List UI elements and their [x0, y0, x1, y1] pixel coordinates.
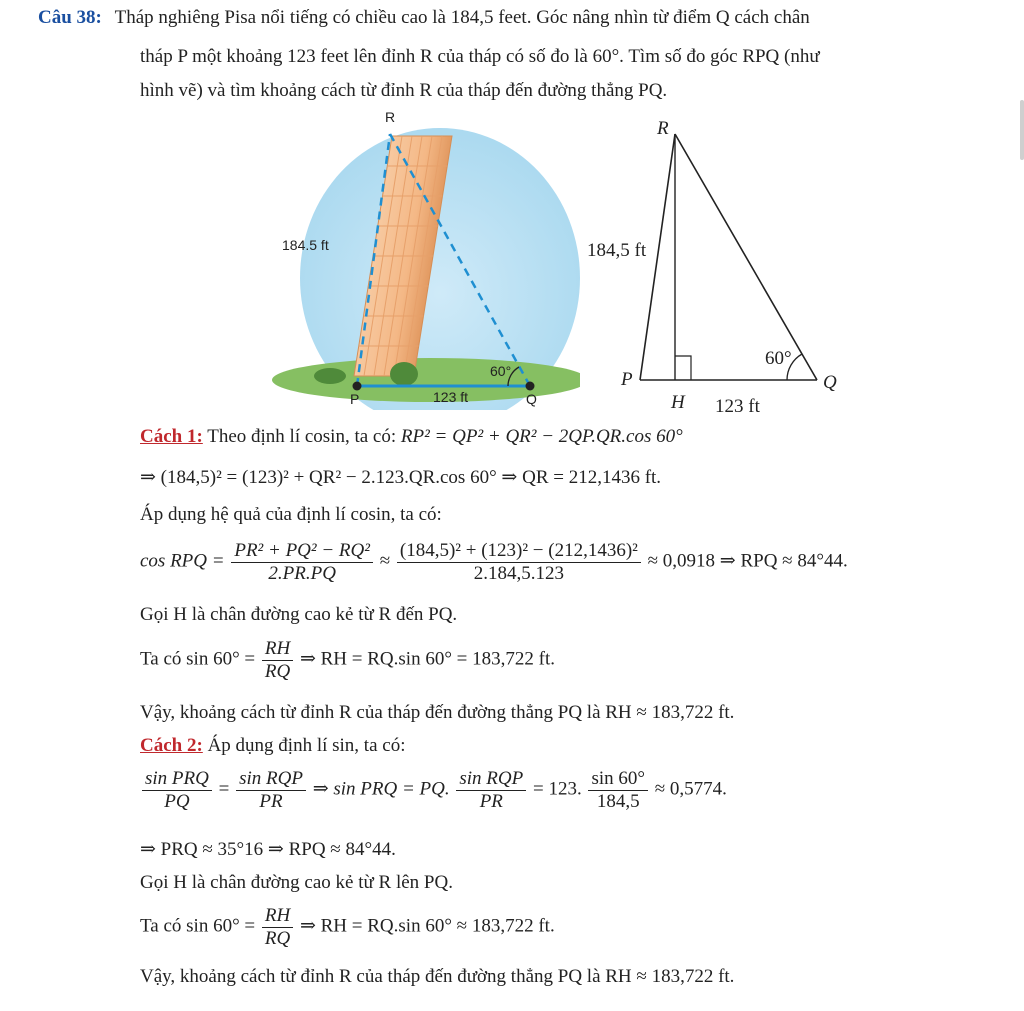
triangle-diagram [585, 112, 855, 420]
c2-f1-den: PQ [164, 790, 190, 812]
label-R: R [385, 109, 396, 125]
c1-frac1-num: PR² + PQ² − RQ² [231, 540, 373, 563]
c1-cos-formula [140, 540, 848, 585]
c2-f1-num: sin PRQ [142, 768, 212, 791]
c1-intro: Theo định lí cosin, ta có: [207, 426, 397, 447]
question-line-2: tháp P một khoảng 123 feet lên đỉnh R của tháp có số đo là 60°. Tìm số đo góc RPQ (như [140, 46, 820, 67]
c2-f2-num: sin RQP [236, 768, 306, 791]
c1-consequence: Áp dụng hệ quả của định lí cosin, ta có: [140, 504, 442, 525]
c1-frac2-num: (184,5)² + (123)² − (212,1436)² [397, 540, 641, 563]
c2-rh-den: RQ [264, 927, 291, 949]
c1-frac2-den: 2.184,5.123 [473, 562, 564, 584]
angle-label: 60° [490, 363, 512, 379]
c1-intro-row [140, 426, 683, 448]
label-H: H [671, 392, 685, 413]
c2-f3-den: PR [479, 790, 503, 812]
c1-rh-num: RH [262, 638, 293, 661]
c1-eq2: ⇒ (184,5)² = (123)² + QR² − 2.123.QR.cos 60° ⇒ QR = 212,1436 ft. [140, 467, 662, 488]
label-P: P [621, 369, 633, 390]
c1-fraction-general [231, 540, 373, 585]
base-label: 123 ft [433, 389, 469, 405]
c2-res: ≈ 0,5774. [654, 778, 727, 800]
c2-intro: Áp dụng định lí sin, ta có: [207, 735, 406, 756]
label-Q: Q [526, 391, 537, 407]
c2-f1 [142, 768, 212, 813]
c1-approx: ≈ [379, 550, 391, 572]
question-label: Câu 38: [38, 7, 102, 28]
c2-mid2: = 123. [532, 778, 582, 800]
c2-f4-num: sin 60° [588, 768, 648, 791]
c2-rh-fraction [262, 905, 293, 950]
label-R: R [657, 118, 669, 139]
point-Q [526, 382, 535, 391]
shrub [314, 368, 346, 384]
question-line-3: hình vẽ) và tìm khoảng cách từ đỉnh R của tháp đến đường thẳng PQ. [140, 80, 668, 101]
label-Q: Q [823, 372, 837, 393]
c2-H-def: Gọi H là chân đường cao kẻ từ R lên PQ. [140, 872, 453, 893]
c2-eq2: ⇒ PRQ ≈ 35°16 ⇒ RPQ ≈ 84°44. [140, 839, 396, 860]
c2-label: Cách 2: [140, 735, 203, 756]
side-RQ [675, 134, 817, 380]
c1-taco: Ta có sin 60° = [140, 648, 256, 670]
c2-mid: ⇒ sin PRQ = PQ. [312, 778, 450, 800]
c2-taco: Ta có sin 60° = [140, 915, 256, 937]
point-P [353, 382, 362, 391]
c2-eq: = [218, 778, 230, 800]
c1-rh-fraction [262, 638, 293, 683]
shrub [390, 362, 418, 386]
c1-cos-lhs: cos RPQ = [140, 550, 225, 572]
height-label: 184,5 ft [587, 240, 647, 261]
c1-label: Cách 1: [140, 426, 203, 447]
label-P: P [350, 391, 360, 407]
c1-fraction-numeric [397, 540, 641, 585]
c2-f4-den: 184,5 [596, 790, 640, 812]
right-angle-mark [675, 356, 691, 380]
c2-f2 [236, 768, 306, 813]
c2-rh-formula [140, 905, 555, 950]
c1-frac1-den: 2.PR.PQ [268, 562, 336, 584]
c2-f2-den: PR [259, 790, 283, 812]
c1-rh-res: ⇒ RH = RQ.sin 60° = 183,722 ft. [299, 648, 555, 670]
c2-rh-res: ⇒ RH = RQ.sin 60° ≈ 183,722 ft. [299, 915, 555, 937]
base-label: 123 ft [715, 396, 760, 417]
angle-label: 60° [765, 348, 792, 369]
c1-eq1: RP² = QP² + QR² − 2QP.QR.cos 60° [400, 426, 683, 447]
scrollbar[interactable] [1020, 100, 1024, 160]
c1-H-def: Gọi H là chân đường cao kẻ từ R đến PQ. [140, 604, 458, 625]
height-label: 184.5 ft [282, 237, 329, 253]
question-line-1 [38, 7, 810, 29]
c1-rh-formula [140, 638, 555, 683]
c1-rh-den: RQ [264, 660, 291, 682]
c1-conclusion: Vậy, khoảng cách từ đỉnh R của tháp đến đường thẳng PQ là RH ≈ 183,722 ft. [140, 702, 735, 723]
c2-f4 [588, 768, 648, 813]
c2-f3 [456, 768, 526, 813]
c1-result: ≈ 0,0918 ⇒ RPQ ≈ 84°44. [647, 550, 848, 572]
c2-sin-formula [140, 768, 727, 813]
c2-rh-num: RH [262, 905, 293, 928]
c2-intro-row [140, 735, 405, 757]
question-text-1: Tháp nghiêng Pisa nổi tiếng có chiều cao là 184,5 feet. Góc nâng nhìn từ điểm Q cách chân [114, 7, 810, 28]
c2-f3-num: sin RQP [456, 768, 526, 791]
c2-conclusion: Vậy, khoảng cách từ đỉnh R của tháp đến đường thẳng PQ là RH ≈ 183,722 ft. [140, 966, 735, 987]
pisa-illustration [270, 108, 580, 410]
